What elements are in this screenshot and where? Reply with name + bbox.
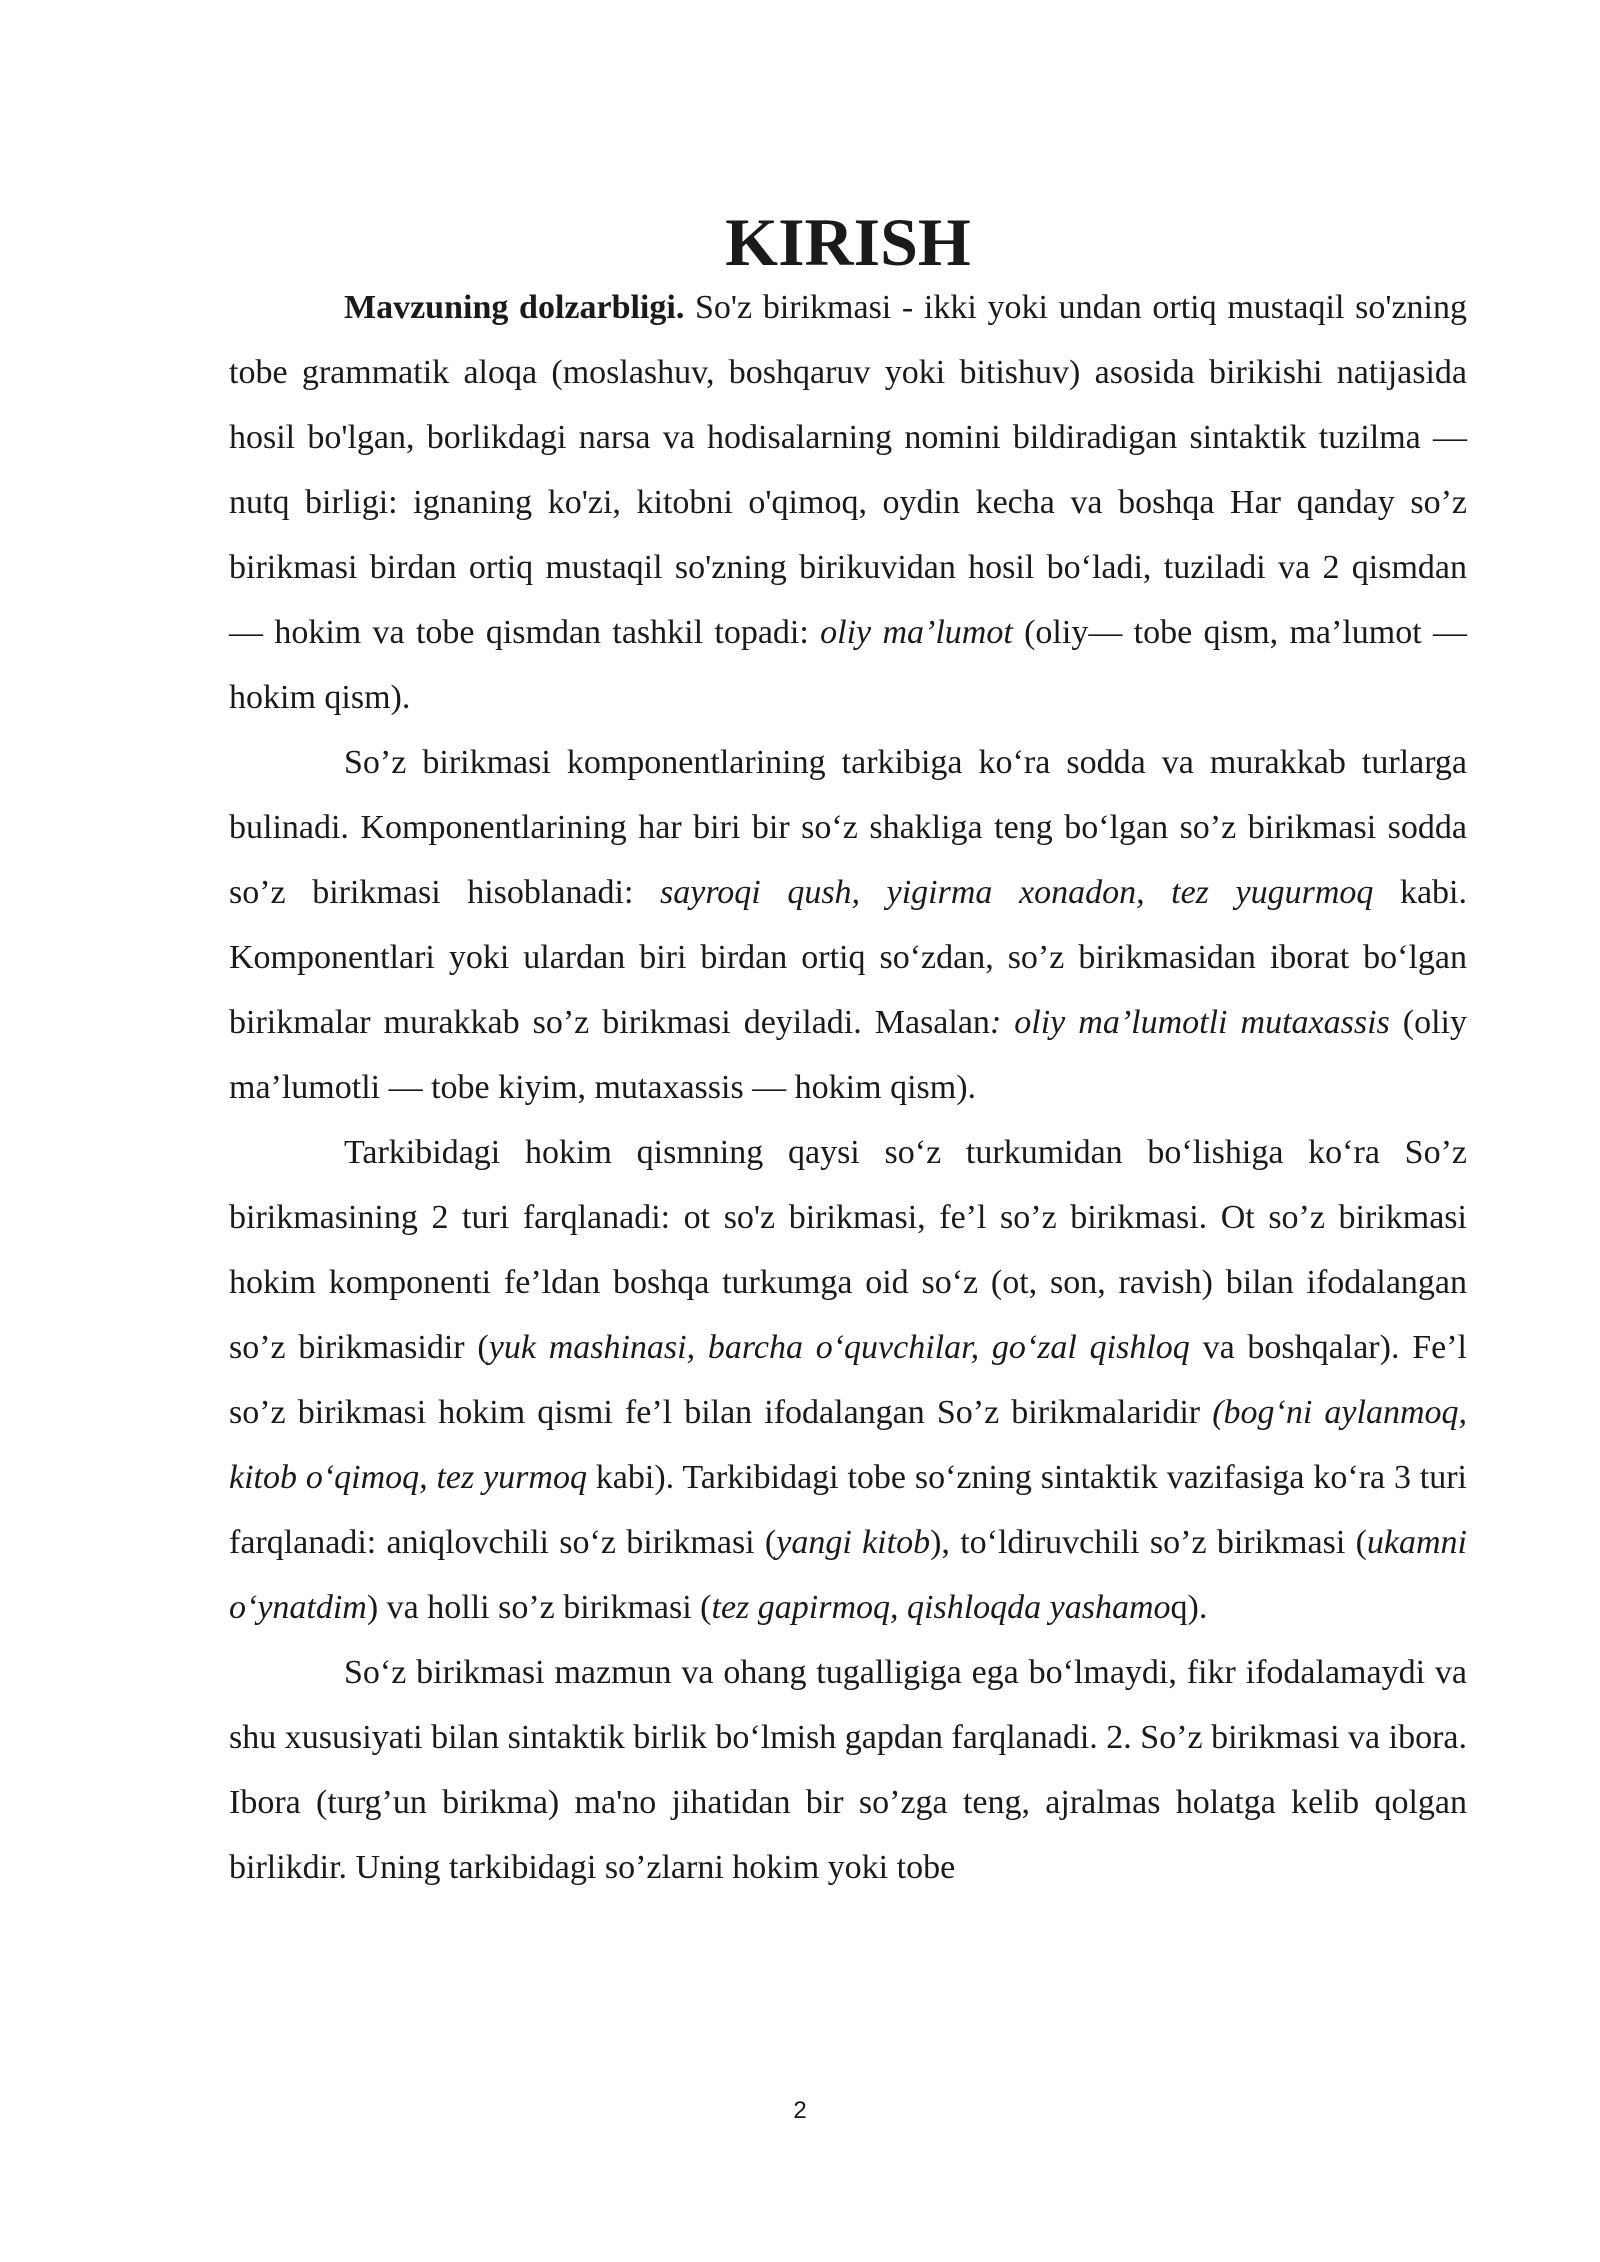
- example-italic: (bog‘ni aylanmoq, kitob o‘qimoq, tez yurmoq: [229, 1394, 1467, 1496]
- paragraph-text: q).: [1170, 1589, 1208, 1626]
- paragraph-text: va boshqalar). Fe’l so’z birikmasi hokim qismi fe’l bilan ifodalangan So’z birikmalaridir: [229, 1329, 1467, 1431]
- example-italic: sayroqi qush, yigirma xonadon, tez yugurmoq: [660, 874, 1374, 911]
- paragraph-phrase-vs-idiom: [229, 1640, 1467, 1900]
- paragraph-lead: Mavzuning dolzarbligi.: [344, 289, 685, 326]
- page-body: [229, 204, 1468, 1900]
- example-italic: yangi kitob: [776, 1524, 931, 1561]
- paragraph-text: So‘z birikmasi mazmun va ohang tugalligiga ega bo‘lmaydi, fikr ifodalamaydi va shu xususiyati bilan sintaktik birlik bo‘lmish gapdan farqlanadi. 2. So’z birikmasi va ibora. Ibora (turg’un birikma) ma'no jihatidan bir so’zga teng, ajralmas holatga kelib qolgan birlikdir. Uning tarkibidagi so’zlarni hokim yoki tobe: [229, 1654, 1467, 1886]
- page-number: 2: [793, 2097, 807, 2124]
- paragraph-text: kabi). Tarkibidagi tobe so‘zning sintaktik vazifasiga ko‘ra 3 turi farqlanadi: aniqlovchili so‘z birikmasi (: [229, 1459, 1467, 1561]
- example-italic: : oliy ma’lumotli mutaxassis: [989, 1004, 1390, 1041]
- paragraph-text: (oliy ma’lumotli — tobe kiyim, mutaxassis — hokim qism).: [229, 1004, 1467, 1106]
- paragraph-text: kabi. Komponentlari yoki ulardan biri birdan ortiq so‘zdan, so’z birikmasidan iborat bo‘lgan birikmalar murakkab so’z birikmasi deyiladi. Masalan: [229, 874, 1467, 1041]
- paragraph-text: Tarkibidagi hokim qismning qaysi so‘z turkumidan bo‘lishiga ko‘ra So’z birikmasining 2 turi farqlanadi: ot so'z birikmasi, fe’l so’z birikmasi. Ot so’z birikmasi hokim komponenti fe’ldan boshqa turkumga oid so‘z (ot, son, ravish) bilan ifodalangan so’z birikmasidir (: [229, 1134, 1467, 1366]
- paragraph-relevance: [229, 275, 1467, 730]
- example-italic: tez gapirmoq, qishloqda yashamo: [711, 1589, 1171, 1626]
- paragraph-text: (oliy— tobe qism, ma’lumot — hokim qism).: [229, 614, 1468, 716]
- paragraph-components: [229, 730, 1467, 1120]
- example-italic: ukamni o‘ynatdim: [229, 1524, 1467, 1626]
- paragraph-text: So'z birikmasi - ikki yoki undan ortiq mustaqil so'zning tobe grammatik aloqa (moslashuv, boshqaruv yoki bitishuv) asosida birikishi natijasida hosil bo'lgan, borlikdagi narsa va hodisalarning nomini bildiradigan sintaktik tuzilma — nutq birligi: ignaning ko'zi, kitobni o'qimoq, oydin kecha va boshqa Har qanday so’z birikmasi birdan ortiq mustaqil so'zning birikuvidan hosil bo‘ladi, tuziladi va 2 qismdan — hokim va tobe qismdan tashkil topadi:: [229, 289, 1467, 651]
- page-title: KIRISH: [725, 204, 971, 280]
- paragraph-text: ), to‘ldiruvchili so’z birikmasi (: [930, 1524, 1367, 1561]
- paragraph-text: ) va holli so’z birikmasi (: [366, 1589, 712, 1626]
- paragraph-types: [229, 1120, 1467, 1640]
- example-italic: oliy ma’lumot: [820, 614, 1013, 651]
- example-italic: yuk mashinasi, barcha o‘quvchilar, go‘zal qishloq: [488, 1329, 1190, 1366]
- paragraph-text: So’z birikmasi komponentlarining tarkibiga ko‘ra sodda va murakkab turlarga bulinadi. Komponentlarining har biri bir so‘z shakliga teng bo‘lgan so’z birikmasi sodda so’z birikmasi hisoblanadi:: [229, 744, 1467, 911]
